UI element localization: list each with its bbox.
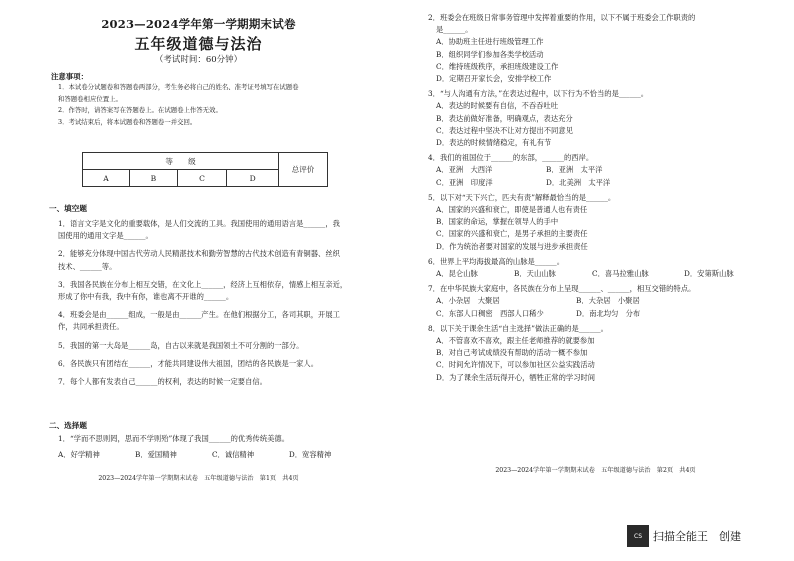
- option: A．国家的兴盛和衰亡，即使是普通人也有责任: [436, 205, 588, 215]
- option: D．宽容精神: [288, 450, 332, 460]
- note-line: 2．作答时，请答案写在答题卷上。在试题卷上作答无效。: [58, 106, 222, 115]
- option: D．表达的时候情绪稳定，有礼有节: [436, 138, 552, 148]
- page-footer: 2023—2024学年第一学期期末试卷 五年级道德与法治 第1页 共4页: [98, 475, 299, 482]
- fill-questions: [58, 218, 358, 394]
- scanner-logo-icon: CS: [627, 525, 649, 547]
- choice-question-5: 5．以下对“天下兴亡，匹夫有责”解释最恰当的是______。 A．国家的兴盛和衰亡，即使是普通人也有责任 B．国家的命运，掌握在领导人的手中 C．国家的兴盛和衰亡，是男子承担的主要责任 D．作为统治者要对国家的发展与进步承担责任: [428, 192, 768, 253]
- option: B．对自己考试成绩没有帮助的活动一概不参加: [436, 348, 588, 358]
- option: D．定期召开家长会，安排学校工作: [436, 74, 552, 84]
- grade-cell: B: [130, 170, 178, 187]
- option: A．亚洲 大西洋: [436, 165, 493, 175]
- grade-cell: C: [177, 170, 226, 187]
- fill-question-5: 5．我国的第一大岛是______岛，自古以来就是我国领土不可分割的一部分。: [58, 340, 304, 350]
- choice-question-8: 8．以下关于课余生活“自主选择”做法正确的是______。 A．不管喜欢不喜欢，跟主任老师推荐的就要参加 B．对自己考试成绩没有帮助的活动一概不参加 C．时间允许情况下，可以参加社区公益实践活动 D．为了课余生活玩得开心，牺牲正常的学习时间: [428, 323, 768, 384]
- option: A．小杂居 大聚居: [436, 296, 500, 306]
- watermark-label: 扫描全能王 创建: [653, 530, 741, 543]
- option: C．维持班级秩序，承担班级建设工作: [436, 61, 559, 71]
- option: D．作为统治者要对国家的发展与进步承担责任: [436, 241, 588, 251]
- option: D．为了课余生活玩得开心，牺牲正常的学习时间: [436, 372, 596, 382]
- option: C．国家的兴盛和衰亡，是男子承担的主要责任: [436, 229, 588, 239]
- fill-question-2: 2．能够充分体现中国古代劳动人民精湛技术和勤劳智慧的古代技术创造有青铜器、丝织 技术、______等。: [58, 249, 340, 271]
- total-header: 总评价: [279, 153, 328, 187]
- option: B．亚洲 太平洋: [546, 165, 603, 175]
- fill-question-6: 6．各民族只有团结在______，才能共同建设伟大祖国，团结的各民族是一家人。: [58, 358, 319, 368]
- section-fill-title: 一、填空题: [49, 204, 87, 213]
- section-choice-title: 二、选择题: [49, 421, 87, 430]
- exam-year-title: 2023—2024学年第一学期期末试卷: [101, 17, 296, 31]
- grade-table: [82, 152, 328, 187]
- choice-question-4: 4．我们的祖国位于______的东部，______的西岸。 A．亚洲 大西洋 B．亚洲 太平洋 C．亚洲 印度洋 D．北美洲 太平洋: [428, 152, 768, 189]
- page-footer: 2023—2024学年第一学期期末试卷 五年级道德与法治 第2页 共4页: [495, 467, 696, 474]
- choice-question-1: 1．“学而不思则罔，思而不学则殆”体现了我国______的优秀传统美德。 A．好学精神 B．爱国精神 C．诚信精神 D．宽容精神: [58, 433, 358, 461]
- fill-question-4: 4．班委会是由______组成，一般是由______产生。在他们根据分工，各司其职，开展工 作，共同承担责任。: [58, 310, 340, 332]
- fill-question-3: 3．我国各民族在分布上相互交错，在文化上______，经济上互相依存，情感上相互亲近， 形成了你中有我，我中有你，谁也离不开谁的______。: [58, 279, 348, 302]
- option: C．喜马拉雅山脉: [592, 269, 649, 279]
- option: C．亚洲 印度洋: [436, 177, 493, 187]
- option: C．表达过程中坚决不让对方提出不同意见: [436, 125, 573, 135]
- option: D．安第斯山脉: [684, 269, 734, 279]
- option: A．表达的时候要有自信，不吞吞吐吐: [436, 101, 559, 111]
- option: B．国家的命运，掌握在领导人的手中: [436, 217, 559, 227]
- choice-question-6: 6．世界上平均海拔最高的山脉是______。 A．昆仑山脉 B．天山山脉 C．喜马拉雅山脉 D．安第斯山脉: [428, 256, 768, 280]
- option: A．协助班主任进行班级管理工作: [436, 37, 544, 47]
- option: B．天山山脉: [514, 269, 556, 279]
- option: A．好学精神: [58, 450, 100, 460]
- choice-question-3: 3．“与人沟通有方法，”在表达过程中，以下行为不恰当的是______。 A．表达的时候要有自信，不吞吞吐吐 B．表达前做好准备，明确观点，表达充分 C．表达过程中坚决不让对方提出不同意见 D．表达的时候情绪稳定，有礼有节: [428, 88, 768, 149]
- option: B．爱国精神: [134, 450, 177, 460]
- option: C．东部人口稠密 西部人口稀少: [436, 308, 544, 318]
- exam-subject-title: 五年级道德与法治: [134, 35, 263, 53]
- note-line: 3．考试结束后，将本试题卷和答题卷一并交回。: [58, 117, 197, 126]
- choice-question-7: 7．在中华民族大家庭中，各民族在分布上呈现______、______，相互交错的特点。 A．小杂居 大聚居 B．大杂居 小聚居 C．东部人口稠密 西部人口稀少 D．南北均匀 分布: [428, 283, 768, 320]
- grade-cell: A: [83, 170, 130, 187]
- exam-duration: （考试时间：60分钟）: [154, 55, 243, 65]
- note-line: 1．本试卷分试题卷和答题卷两部分，考生务必将自己的姓名、准考证号填写在试题卷: [58, 83, 299, 91]
- option: C．时间允许情况下，可以参加社区公益实践活动: [436, 360, 595, 370]
- option: A．不管喜欢不喜欢，跟主任老师推荐的就要参加: [436, 336, 595, 346]
- option: D．南北均匀 分布: [576, 308, 641, 318]
- grade-cell: D: [227, 170, 279, 187]
- choice-questions: [428, 12, 768, 384]
- notes-title: 注意事项：: [51, 72, 88, 81]
- choice-question-2: 2．班委会在班级日常事务管理中发挥着重要的作用，以下不属于班委会工作职责的 是______。 A．协助班主任进行班级管理工作 B．组织同学们参加各类学校活动 C．维持班级秩序，承担班级建设工作 D．定期召开家长会，安排学校工作: [428, 12, 768, 85]
- option: D．北美洲 太平洋: [546, 177, 611, 187]
- grade-header: 等 级: [83, 153, 279, 170]
- exam-page-2: [397, 0, 794, 561]
- note-line: 和答题卷相应位置上。: [58, 94, 122, 103]
- option: B．大杂居 小聚居: [576, 296, 640, 306]
- fill-question-1: 1．语言文字是文化的重要载体，是人们交流的工具。我国使用的通用语言是______，我 国使用的通用文字是______。: [58, 219, 340, 241]
- scanner-watermark: [627, 525, 741, 547]
- option: C．诚信精神: [211, 450, 255, 460]
- option: A．昆仑山脉: [436, 269, 478, 279]
- fill-question-7: 7．每个人都有发表自己______的权利，表达的时候一定要自信。: [58, 377, 267, 387]
- option: B．组织同学们参加各类学校活动: [436, 49, 544, 59]
- notes-list: [58, 82, 350, 128]
- option: B．表达前做好准备，明确观点，表达充分: [436, 113, 573, 123]
